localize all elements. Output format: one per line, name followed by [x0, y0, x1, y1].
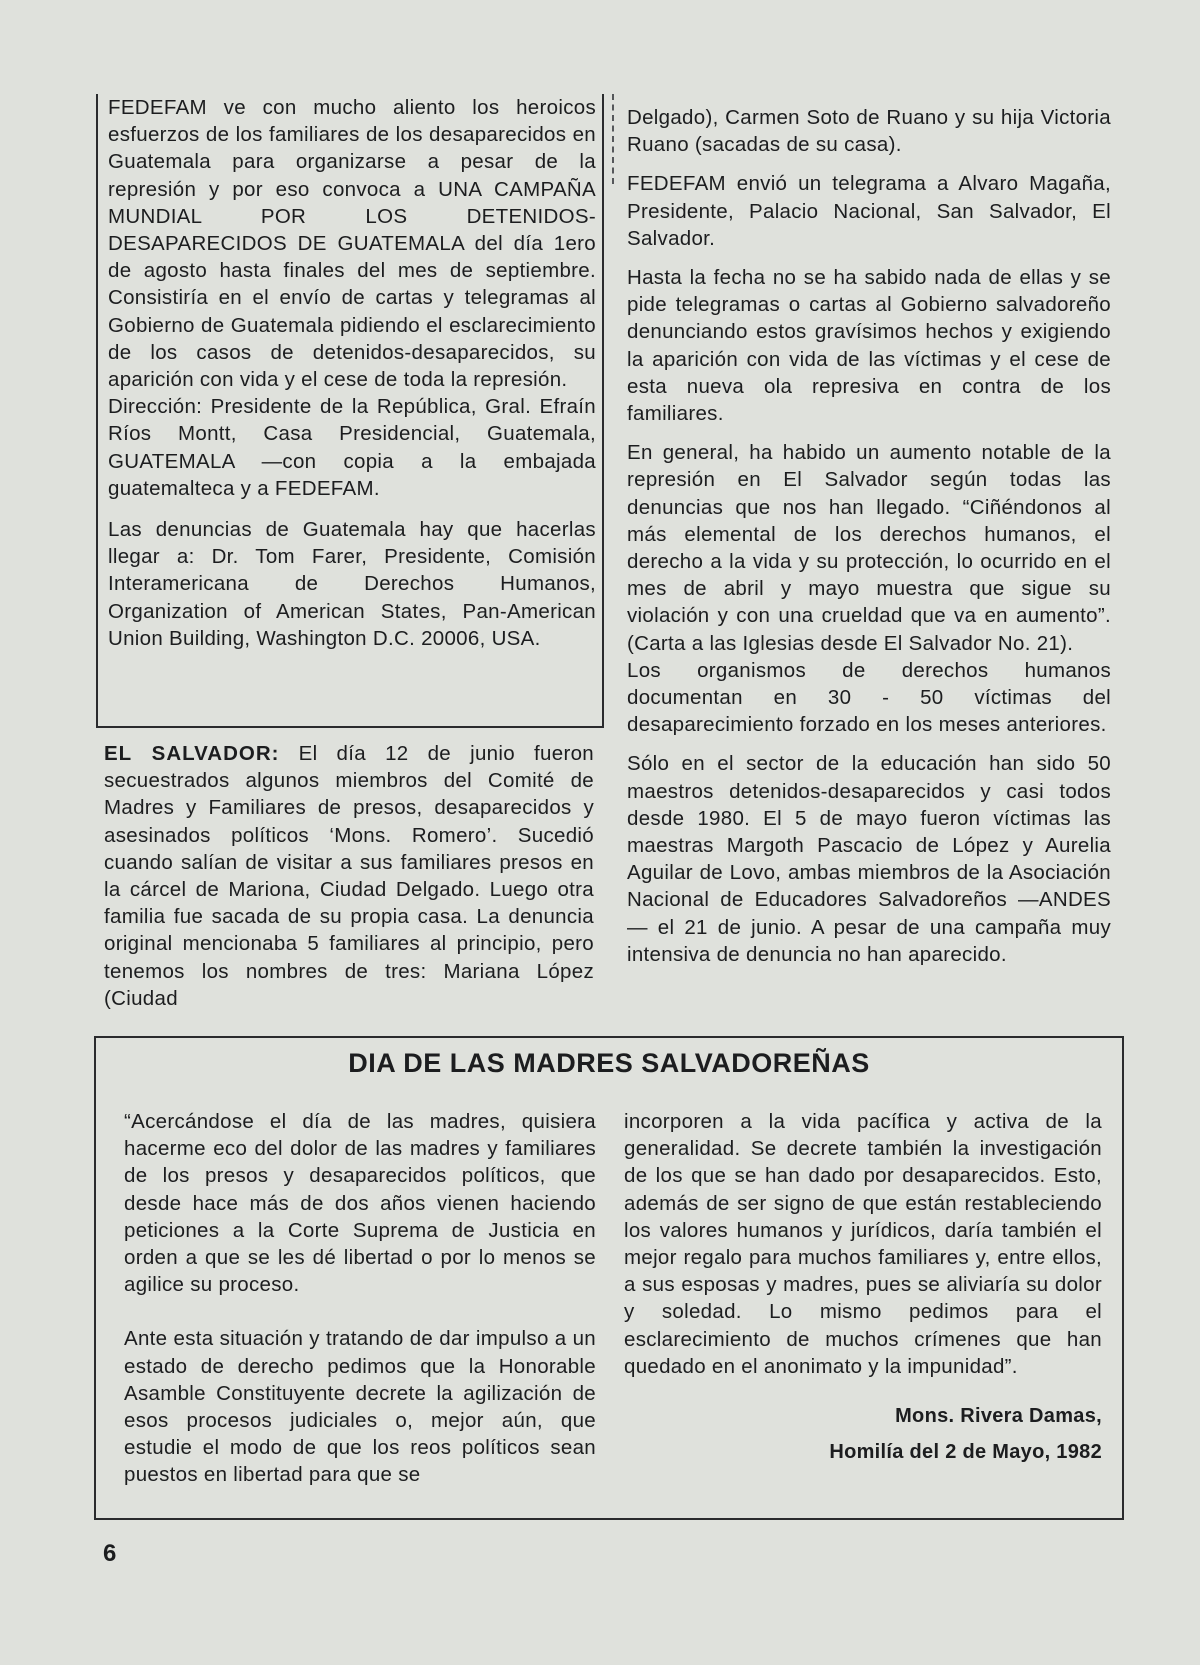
page-number: 6 [103, 1540, 117, 1567]
signature-block [624, 1398, 1102, 1470]
right-paragraph-6: Sólo en el sector de la educación han sido 50 maestros detenidos-desaparecidos y casi todos desde 1980. El 5 de mayo fueron víctimas las maestras Margoth Pascacio de López y Aurelia Aguilar de Lovo, ambas miembros de la Asociación Nacional de Educadores Salvadoreños —ANDES— el 21 de junio. A pesar de una campaña muy intensiva de denuncia no han aparecido. [627, 752, 1111, 966]
box-title: DIA DE LAS MADRES SALVADOREÑAS [348, 1048, 870, 1078]
section-text: El día 12 de junio fueron secuestrados algunos miembros del Comité de Madres y Familiares de presos, desaparecidos y asesinados políticos ‘Mons. Romero’. Sucedió cuando salían de visitar a sus familiares presos en la cárcel de Mariona, Ciudad Delgado. Luego otra familia fue sacada de su propia casa. La denuncia original mencionaba 5 familiares al principio, pero tenemos los nombres de tres: Mariana López (Ciudad [104, 742, 594, 1010]
right-paragraph-3: Hasta la fecha no se ha sabido nada de ellas y se pide telegramas o cartas al Gobierno salvadoreño denunciando estos gravísimos hechos y exigiendo la aparición con vida de las víctimas y el cese de esta nueva ola represiva en contra de los familiares. [627, 266, 1111, 426]
mothers-day-box [94, 1036, 1124, 1520]
signature-source: Homilía del 2 de Mayo, 1982 [829, 1441, 1102, 1464]
address-paragraph: Dirección: Presidente de la República, Gral. Efraín Ríos Montt, Casa Presidencial, Guatemala, GUATEMALA —con copia a la embajada guatemalteca y a FEDEFAM. [108, 395, 596, 500]
box-right-paragraph: incorporen a la vida pacífica y activa de la generalidad. Se decrete también la investigación de los que se han dado por desaparecidos. Esto, además de ser signo de que están restableciendo los valores humanos y jurídicos, daría también el mejor regalo para muchos familiares y, entre ellos, a sus esposas y madres, pues se aliviaría su dolor y soledad. Lo mismo pedimos para el esclarecimiento de muchos crímenes que han quedado en el anonimato y la impunidad”. [624, 1110, 1102, 1378]
section-lead: EL SALVADOR: [104, 742, 280, 765]
column-divider-mark [612, 94, 616, 184]
box-left-paragraph-1: “Acercándose el día de las madres, quisiera hacerme eco del dolor de las madres y familiares de los presos y desaparecidos políticos, que desde hace más de dos años vienen haciendo peticiones a la Corte Suprema de Justicia en orden a que se les dé libertad o por lo menos se agilice su proceso. [124, 1110, 596, 1297]
right-paragraph-1: Delgado), Carmen Soto de Ruano y su hija Victoria Ruano (sacadas de su casa). [627, 106, 1111, 157]
box-left-paragraph-2: Ante esta situación y tratando de dar impulso a un estado de derecho pedimos que la Honorable Asamble Constituyente decrete la agilización de esos procesos judiciales o, mejor aún, que estudie el modo de que los reos políticos sean puestos en libertad para que se [124, 1327, 596, 1487]
right-paragraph-4: En general, ha habido un aumento notable de la represión en El Salvador según todas las denuncias que nos han llegado. “Ciñéndonos al más elemental de los derechos humanos, el derecho a la vida y su protección, lo ocurrido en el mes de abril y mayo muestra que sigue su violación y con una crueldad que va en aumento”. (Carta a las Iglesias desde El Salvador No. 21). [627, 441, 1111, 655]
campaign-paragraph: FEDEFAM ve con mucho aliento los heroicos esfuerzos de los familiares de los desaparecidos en Guatemala para organizarse a pesar de la represión y por eso convoca a UNA CAMPAÑA MUNDIAL POR LOS DETENIDOS-DESAPARECIDOS DE GUATEMALA del día 1ero de agosto hasta finales del mes de septiembre. Consistiría en el envío de cartas y telegramas al Gobierno de Guatemala pidiendo el esclarecimiento de los casos de detenidos-desaparecidos, su aparición con vida y el cese de toda la represión. [108, 96, 596, 392]
box-left-column [124, 1108, 596, 1489]
right-paragraph-2: FEDEFAM envió un telegrama a Alvaro Magaña, Presidente, Palacio Nacional, San Salvador, El Salvador. [627, 172, 1111, 250]
denuncias-paragraph: Las denuncias de Guatemala hay que hacerlas llegar a: Dr. Tom Farer, Presidente, Comisión Interamericana de Derechos Humanos, Organization of American States, Pan-American Union Building, Washington D.C. 20006, USA. [108, 518, 596, 650]
fedefam-campaign-box [96, 94, 604, 728]
box-right-column [624, 1108, 1102, 1470]
el-salvador-paragraph [104, 740, 594, 1012]
el-salvador-section [104, 740, 594, 1012]
signature-name: Mons. Rivera Damas, [895, 1405, 1102, 1428]
right-column [627, 104, 1111, 968]
right-paragraph-5: Los organismos de derechos humanos documentan en 30 - 50 víctimas del desaparecimiento forzado en los meses anteriores. [627, 658, 1111, 737]
